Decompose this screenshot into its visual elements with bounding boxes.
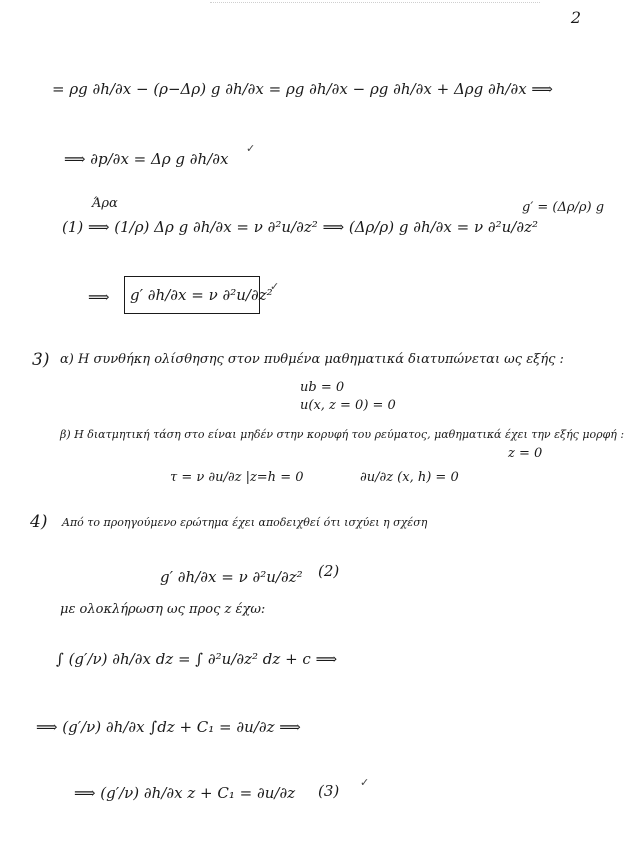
equation-2-label: (2) — [318, 562, 340, 580]
page-number: 2 — [570, 8, 581, 27]
integral-step: ⟹ (g′/ν) ∂h/∂x ∫dz + C₁ = ∂u/∂z ⟹ — [36, 718, 301, 736]
g-prime-definition: g′ = (Δρ/ρ) g — [522, 200, 605, 215]
condition-u-zero: u(x, z = 0) = 0 — [300, 398, 396, 413]
section-3a-text: α) Η συνθήκη ολίσθησης στον πυθμένα μαθηματικά διατυπώνεται ως εξής : — [60, 352, 564, 367]
condition-ub: ub = 0 — [300, 380, 345, 395]
section-4-text: Από το προηγούμενο ερώτημα έχει αποδειχθεί ότι ισχύει η σχέση — [62, 516, 428, 529]
integral-line: ∫ (g′/ν) ∂h/∂x dz = ∫ ∂²u/∂z² dz + c ⟹ — [56, 650, 338, 668]
check-mark: ✓ — [270, 280, 280, 293]
equation-3: ⟹ (g′/ν) ∂h/∂x z + C₁ = ∂u/∂z — [74, 784, 296, 802]
condition-tau: τ = ν ∂u/∂z |z=h = 0 — [170, 470, 304, 485]
integration-text: με ολοκλήρωση ως προς z έχω: — [60, 602, 266, 617]
equation-3-label: (3) — [318, 782, 340, 800]
ara-label: Άρα — [92, 196, 118, 211]
check-mark: ✓ — [246, 142, 256, 155]
condition-dudz: ∂u/∂z (x, h) = 0 — [360, 470, 459, 485]
equation-line-2: ⟹ ∂p/∂x = Δρ g ∂h/∂x — [64, 150, 229, 168]
section-4-label: 4) — [30, 512, 48, 532]
condition-z-zero: z = 0 — [508, 446, 543, 461]
boxed-equation: g′ ∂h/∂x = ν ∂²u/∂z² — [130, 286, 273, 304]
equation-line-1: = ρg ∂h/∂x − (ρ−Δρ) g ∂h/∂x = ρg ∂h/∂x − ρg ∂h/∂x + Δρg ∂h/∂x ⟹ — [52, 80, 553, 98]
faint-scan-mark — [210, 2, 540, 5]
implies-arrow: ⟹ — [88, 288, 110, 306]
section-3-label: 3) — [32, 350, 50, 370]
equation-line-3: (1) ⟹ (1/ρ) Δρ g ∂h/∂x = ν ∂²u/∂z² ⟹ (Δρ/ρ) g ∂h/∂x = ν ∂²u/∂z² — [62, 218, 539, 236]
equation-2: g′ ∂h/∂x = ν ∂²u/∂z² — [160, 568, 303, 586]
check-mark: ✓ — [360, 776, 370, 789]
section-3b-text: β) Η διατμητική τάση στο είναι μηδέν στην κορυφή του ρεύματος, μαθηματικά έχει την εξής μορφή : — [60, 428, 624, 441]
